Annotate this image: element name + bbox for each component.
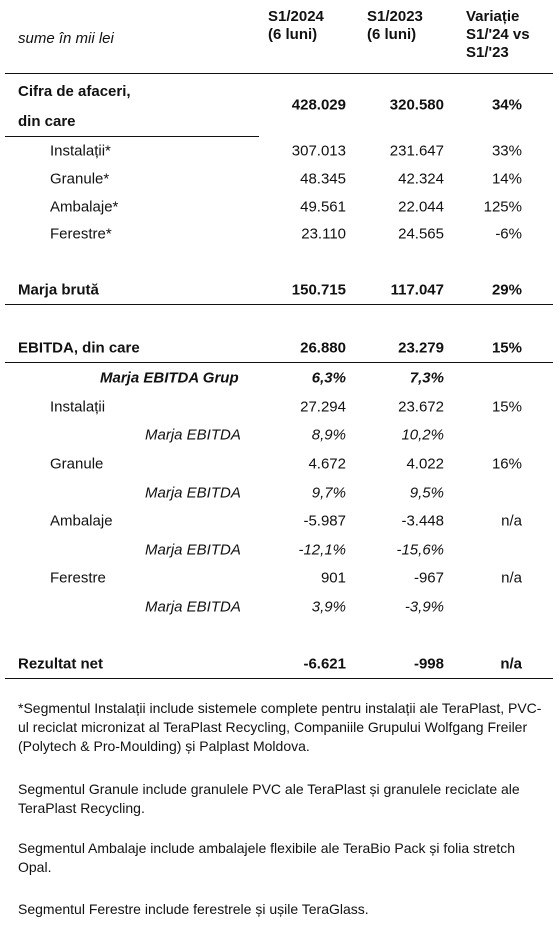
ebitda-segment-margin-row — [0, 479, 560, 507]
ebitda-segment-variation: n/a — [501, 569, 522, 587]
revenue-item-variation: 125% — [483, 198, 522, 216]
revenue-item-2024: 49.561 — [300, 198, 346, 216]
col-variation-header — [466, 8, 530, 62]
ebitda-segment-margin-2024: 9,7% — [311, 484, 346, 502]
col-2024-header — [268, 8, 324, 44]
ebitda-segment-2024: 27.294 — [300, 398, 346, 416]
net-result-2023: -998 — [413, 655, 444, 673]
footnote-windows: Segmentul Ferestre include ferestrele și ușile TeraGlass. — [18, 901, 369, 917]
ebitda-segment-variation: n/a — [501, 512, 522, 530]
ebitda-2024: 26.880 — [300, 339, 346, 357]
ebitda-segment-2024: 901 — [320, 569, 346, 587]
footnote-packaging: Segmentul Ambalaje include ambalajele flexibile ale TeraBio Pack și folia stretch Opal. — [18, 840, 516, 875]
revenue-label-line2: din care — [18, 113, 76, 130]
revenue-item-label: Ambalaje* — [50, 198, 119, 216]
ebitda-segment-2024: 4.672 — [308, 455, 346, 473]
revenue-item-2024: 23.110 — [301, 225, 346, 243]
revenue-row — [0, 91, 560, 119]
ebitda-segment-row — [0, 564, 560, 592]
net-result-variation: n/a — [500, 655, 522, 673]
revenue-item-row — [0, 220, 560, 248]
ebitda-row — [0, 334, 560, 362]
ebitda-segment-margin-2024: 3,9% — [311, 598, 346, 616]
ebitda-segment-margin-2023: 10,2% — [401, 426, 444, 444]
ebitda-variation: 15% — [491, 339, 522, 357]
ebitda-segment-margin-label: Marja EBITDA — [145, 484, 241, 502]
ebitda-segment-row — [0, 393, 560, 421]
ebitda-segment-margin-row — [0, 593, 560, 621]
revenue-item-2024: 307.013 — [291, 142, 346, 160]
revenue-item-2023: 231.647 — [389, 142, 444, 160]
ebitda-segment-margin-label: Marja EBITDA — [145, 541, 241, 559]
revenue-item-variation: -6% — [495, 225, 522, 243]
ebitda-rule — [5, 362, 553, 363]
ebitda-segment-2023: 23.672 — [398, 398, 444, 416]
revenue-item-2024: 48.345 — [300, 170, 346, 188]
ebitda-2023: 23.279 — [398, 339, 444, 357]
revenue-item-label: Granule* — [50, 170, 110, 188]
col-variation-line1: Variație — [466, 8, 520, 25]
ebitda-segment-margin-label: Marja EBITDA — [145, 598, 241, 616]
ebitda-segment-label: Granule — [50, 455, 104, 473]
ebitda-segment-margin-2024: -12,1% — [298, 541, 346, 559]
ebitda-segment-margin-2023: -15,6% — [396, 541, 444, 559]
header-rule — [5, 73, 553, 74]
revenue-2023: 320.580 — [389, 96, 444, 114]
col-2024-title: S1/2024 — [268, 8, 324, 25]
ebitda-group-margin-row — [0, 364, 560, 392]
net-result-2024: -6.621 — [303, 655, 346, 673]
footnote-granules: Segmentul Granule include granulele PVC ale TeraPlast și granulele reciclate ale TeraPlast Recycling. — [18, 781, 520, 816]
revenue-item-variation: 33% — [491, 142, 522, 160]
gross-margin-variation: 29% — [491, 281, 522, 299]
ebitda-segment-margin-2023: -3,9% — [404, 598, 444, 616]
units-label: sume în mii lei — [18, 30, 114, 47]
revenue-item-row — [0, 193, 560, 221]
revenue-item-variation: 14% — [491, 170, 522, 188]
ebitda-group-margin-2024: 6,3% — [311, 369, 346, 387]
col-variation-line2: S1/'24 vs — [466, 26, 530, 43]
gross-margin-rule — [5, 304, 553, 305]
revenue-item-label: Instalații* — [50, 142, 111, 160]
col-2023-header — [367, 8, 423, 44]
footnote-installations: *Segmentul Instalații include sistemele complete pentru instalații ale TeraPlast, PVC-ul reciclat micronizat al TeraPlast Recycling, Companiile Grupului Wolfgang Freiler (Polytech & Pro-Moulding) și Palplast Moldova. — [18, 700, 542, 754]
ebitda-segment-label: Ambalaje — [50, 512, 113, 530]
gross-margin-label: Marja brută — [18, 281, 99, 299]
ebitda-segment-margin-2024: 8,9% — [311, 426, 346, 444]
revenue-item-label: Ferestre* — [50, 225, 112, 243]
ebitda-segment-2023: 4.022 — [406, 455, 444, 473]
col-2023-period: (6 luni) — [367, 26, 417, 43]
revenue-item-row — [0, 137, 560, 165]
ebitda-segment-margin-label: Marja EBITDA — [145, 426, 241, 444]
ebitda-segment-margin-row — [0, 421, 560, 449]
col-2024-period: (6 luni) — [268, 26, 318, 43]
ebitda-segment-2023: -3.448 — [401, 512, 444, 530]
revenue-item-2023: 22.044 — [398, 198, 444, 216]
ebitda-group-margin-2023: 7,3% — [409, 369, 444, 387]
ebitda-segment-margin-2023: 9,5% — [409, 484, 444, 502]
ebitda-segment-row — [0, 450, 560, 478]
net-result-row — [0, 650, 560, 678]
revenue-2024: 428.029 — [291, 96, 346, 114]
net-result-label: Rezultat net — [18, 655, 104, 673]
revenue-item-2023: 42.324 — [398, 170, 444, 188]
ebitda-segment-label: Instalații — [50, 398, 106, 416]
ebitda-label: EBITDA, din care — [18, 339, 140, 357]
ebitda-segment-label: Ferestre — [50, 569, 106, 587]
col-variation-line3: S1/'23 — [466, 44, 509, 61]
ebitda-segment-variation: 16% — [491, 455, 522, 473]
gross-margin-2023: 117.047 — [390, 281, 444, 299]
revenue-item-2023: 24.565 — [398, 225, 444, 243]
ebitda-segment-2024: -5.987 — [303, 512, 346, 530]
ebitda-segment-variation: 15% — [491, 398, 522, 416]
ebitda-segment-2023: -967 — [413, 569, 444, 587]
ebitda-segment-row — [0, 507, 560, 535]
revenue-label-line1: Cifra de afaceri, — [18, 83, 131, 100]
col-2023-title: S1/2023 — [367, 8, 423, 25]
ebitda-group-margin-label: Marja EBITDA Grup — [100, 369, 239, 387]
revenue-item-row — [0, 165, 560, 193]
gross-margin-row — [0, 276, 560, 304]
ebitda-segment-margin-row — [0, 536, 560, 564]
gross-margin-2024: 150.715 — [291, 281, 346, 299]
revenue-variation: 34% — [491, 96, 522, 114]
net-result-rule — [5, 678, 553, 679]
